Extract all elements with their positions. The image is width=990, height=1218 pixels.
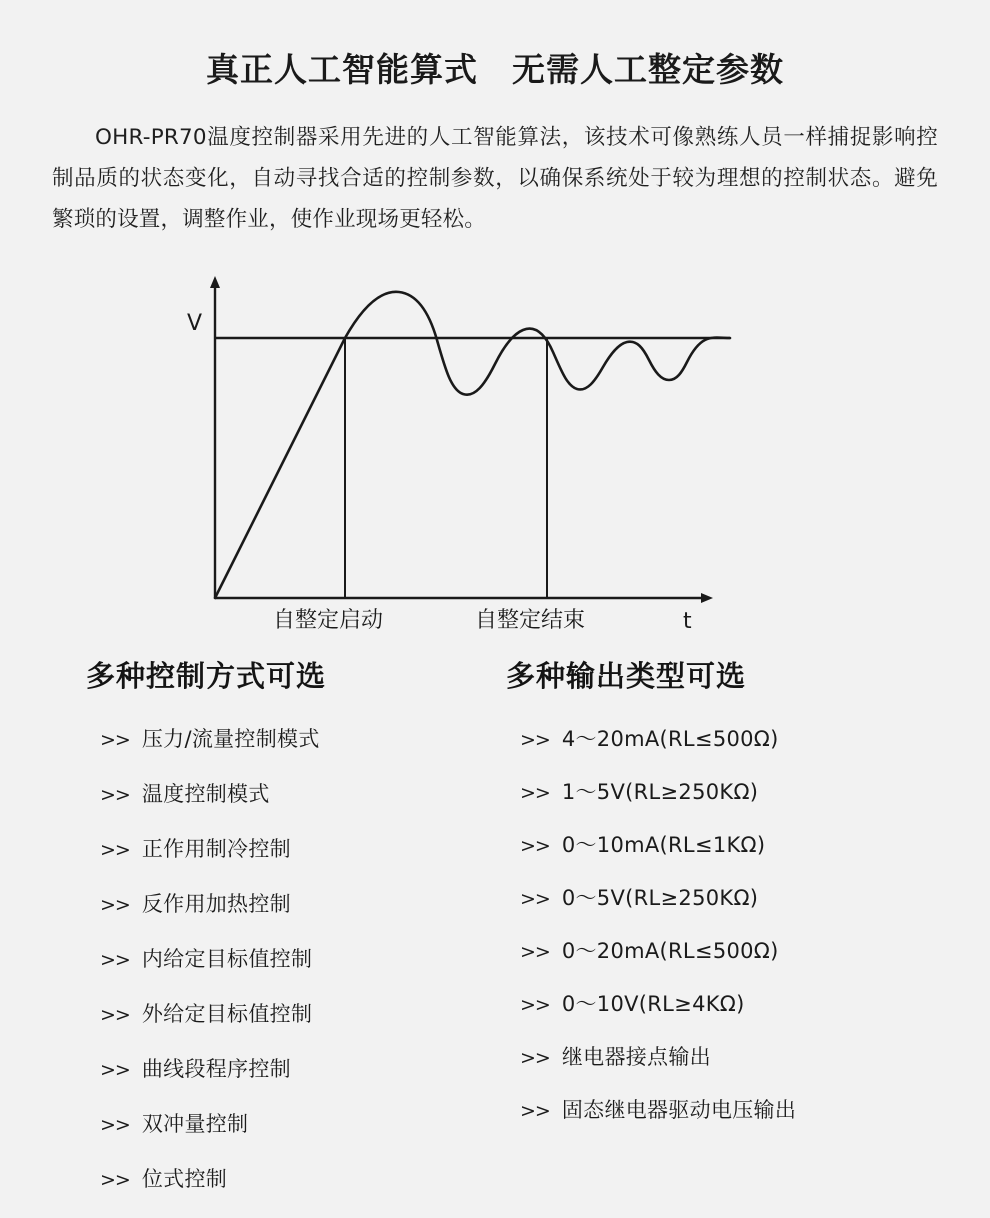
chevron-right-icon: >> (100, 839, 130, 861)
list-item-label: 压力/流量控制模式 (141, 727, 320, 751)
chevron-right-icon: >> (520, 1047, 550, 1069)
chevron-right-icon: >> (520, 835, 550, 857)
annotation-autotune-end: 自整定结束 (475, 608, 586, 633)
list-item-label: 外给定目标值控制 (141, 1002, 313, 1026)
page-title (0, 0, 990, 91)
list-item (520, 1094, 926, 1124)
list-item-label: 1～5V(RL≥250KΩ) (561, 780, 759, 804)
list-item (520, 882, 926, 912)
list-item-label: 位式控制 (141, 1167, 228, 1191)
chevron-right-icon: >> (100, 894, 130, 916)
chevron-right-icon: >> (100, 729, 130, 751)
list-item (100, 943, 506, 973)
autotune-response-chart (0, 268, 990, 648)
chevron-right-icon: >> (100, 1004, 130, 1026)
chevron-right-icon: >> (100, 1169, 130, 1191)
list-item-label: 内给定目标值控制 (141, 947, 313, 971)
list-item (100, 778, 506, 808)
feature-columns (0, 654, 990, 1218)
list-item-label: 0～10mA(RL≤1KΩ) (561, 833, 766, 857)
list-item-label: 温度控制模式 (141, 782, 270, 806)
list-item-label: 0～5V(RL≥250KΩ) (561, 886, 759, 910)
list-item-label: 0～10V(RL≥4KΩ) (561, 992, 745, 1016)
list-item (100, 888, 506, 918)
output-types-column (506, 654, 926, 1218)
list-item (520, 1041, 926, 1071)
intro-paragraph: OHR-PR70温度控制器采用先进的人工智能算法，该技术可像熟练人员一样捕捉影响控制品质的状态变化，自动寻找合适的控制参数，以确保系统处于较为理想的控制状态。避免繁琐的设置，调整作业，使作业现场更轻松。 (52, 125, 938, 232)
chevron-right-icon: >> (520, 941, 550, 963)
list-item-label: 继电器接点输出 (561, 1045, 711, 1069)
control-modes-list (86, 723, 506, 1193)
chevron-right-icon: >> (520, 994, 550, 1016)
list-item-label: 曲线段程序控制 (141, 1057, 291, 1081)
list-item (100, 833, 506, 863)
annotation-autotune-start: 自整定启动 (273, 608, 384, 633)
output-types-title: 多种输出类型可选 (506, 659, 747, 693)
chart-svg (185, 268, 805, 638)
list-item-label: 0～20mA(RL≤500Ω) (561, 939, 779, 963)
list-item (520, 988, 926, 1018)
chevron-right-icon: >> (100, 784, 130, 806)
x-axis-label: t (683, 609, 692, 634)
list-item-label: 反作用加热控制 (141, 892, 291, 916)
list-item-label: 正作用制冷控制 (141, 837, 291, 861)
x-axis-arrow (701, 593, 713, 603)
chevron-right-icon: >> (520, 1100, 550, 1122)
page-title-part1: 真正人工智能算式 (206, 50, 478, 89)
page-title-part2: 无需人工整定参数 (512, 50, 784, 89)
chevron-right-icon: >> (100, 1059, 130, 1081)
chevron-right-icon: >> (100, 1114, 130, 1136)
list-item (100, 1053, 506, 1083)
list-item (100, 1108, 506, 1138)
list-item-label: 双冲量控制 (141, 1112, 249, 1136)
y-axis-arrow (210, 276, 220, 288)
list-item (100, 998, 506, 1028)
list-item-label: 固态继电器驱动电压输出 (561, 1098, 797, 1122)
output-types-list (506, 723, 926, 1124)
chevron-right-icon: >> (520, 729, 550, 751)
list-item (100, 723, 506, 753)
list-item (520, 829, 926, 859)
chevron-right-icon: >> (520, 782, 550, 804)
control-modes-column (86, 654, 506, 1218)
control-modes-title: 多种控制方式可选 (86, 659, 327, 693)
list-item (100, 1163, 506, 1193)
list-item (520, 776, 926, 806)
list-item (520, 723, 926, 753)
chevron-right-icon: >> (100, 949, 130, 971)
list-item-label: 4～20mA(RL≤500Ω) (561, 727, 779, 751)
y-axis-label: V (187, 311, 203, 336)
chevron-right-icon: >> (520, 888, 550, 910)
list-item (520, 935, 926, 965)
